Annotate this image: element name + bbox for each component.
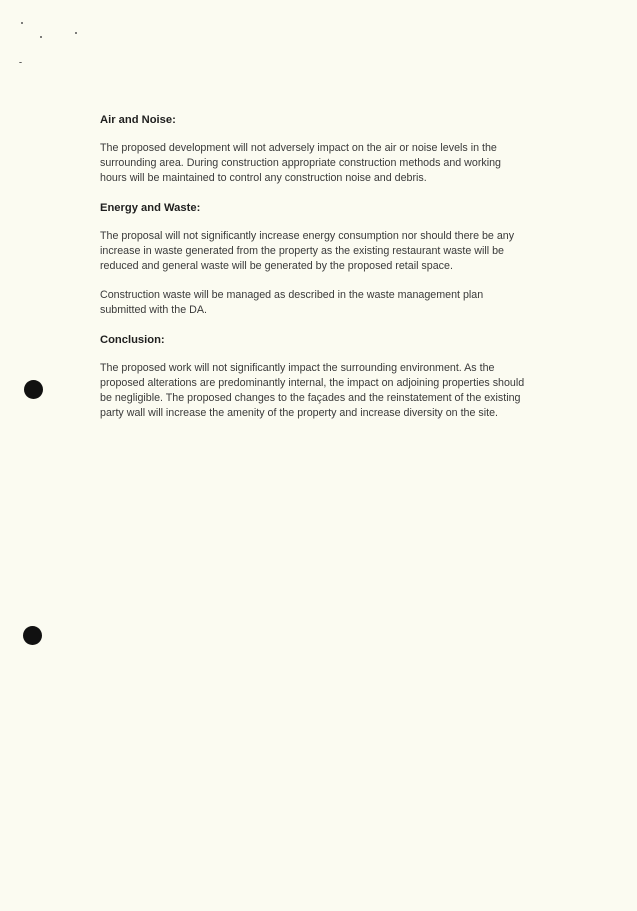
scan-speck xyxy=(75,32,77,34)
text-line: proposed alterations are predominantly internal, the impact on adjoining properties should xyxy=(100,376,525,389)
document-body xyxy=(100,113,570,435)
text-line: be negligible. The proposed changes to the façades and the reinstatement of the existing xyxy=(100,392,521,405)
scan-speck xyxy=(19,62,22,63)
text-line: reduced and general waste will be generated by the proposed retail space. xyxy=(100,260,453,273)
paragraph-construction-waste xyxy=(100,288,570,318)
text-line: increase in waste generated from the property as the existing restaurant waste will be xyxy=(100,244,504,257)
paragraph-energy-waste xyxy=(100,229,570,275)
text-line: Construction waste will be managed as described in the waste management plan xyxy=(100,289,484,302)
scan-speck xyxy=(21,22,23,24)
text-line: submitted with the DA. xyxy=(100,304,207,317)
section-heading-energy-waste: Energy and Waste: xyxy=(100,201,201,214)
paragraph-air-noise xyxy=(100,141,570,187)
text-line: The proposal will not significantly increase energy consumption nor should there be any xyxy=(100,229,515,242)
paragraph-conclusion xyxy=(100,361,570,422)
punch-hole-lower xyxy=(23,626,42,645)
punch-hole-upper xyxy=(24,380,43,399)
text-line: The proposed development will not adversely impact on the air or noise levels in the xyxy=(100,142,497,154)
text-line: hours will be maintained to control any construction noise and debris. xyxy=(100,172,427,185)
section-heading-air-noise: Air and Noise: xyxy=(100,114,176,126)
text-line: party wall will increase the amenity of the property and increase diversity on the site. xyxy=(100,407,499,420)
section-heading-conclusion: Conclusion: xyxy=(100,333,165,346)
text-line: The proposed work will not significantly impact the surrounding environment. As the xyxy=(100,361,495,374)
scan-speck xyxy=(40,36,42,38)
text-line: surrounding area. During construction appropriate construction methods and working xyxy=(100,157,502,170)
